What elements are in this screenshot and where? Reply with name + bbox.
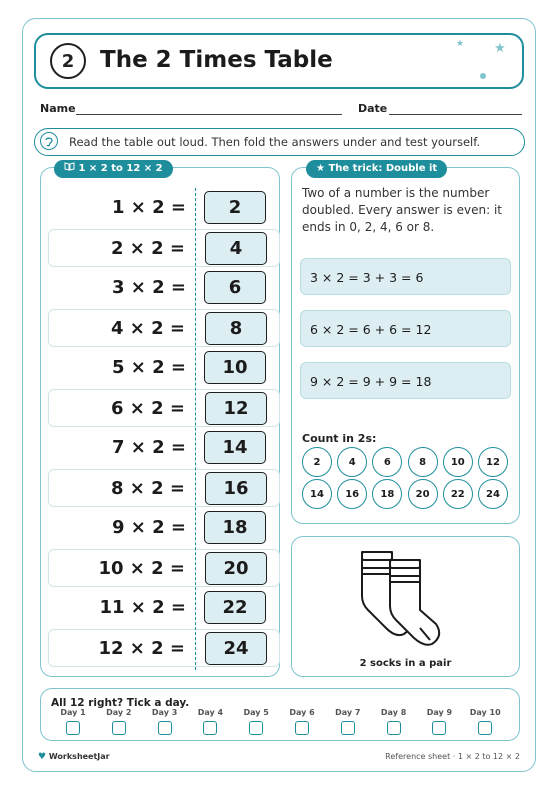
day-checkbox[interactable] xyxy=(236,708,276,735)
instruction-text: Read the table out loud. Then fold the answers under and test yourself. xyxy=(69,135,481,149)
checkbox[interactable] xyxy=(66,721,80,735)
table-row xyxy=(48,589,280,627)
day-checkbox[interactable] xyxy=(145,708,185,735)
answer-box: 12 xyxy=(205,392,267,425)
count-in-twos-title: Count in 2s: xyxy=(302,432,377,445)
table-row xyxy=(48,349,280,387)
equation: 5 × 2 = xyxy=(111,357,186,378)
table-row xyxy=(48,189,280,227)
date-label: Date xyxy=(358,102,388,115)
answer-box: 16 xyxy=(205,472,267,505)
day-label: Day 5 xyxy=(243,708,269,717)
checkbox[interactable] xyxy=(478,721,492,735)
equation: 2 × 2 = xyxy=(110,238,185,259)
table-row xyxy=(48,389,280,427)
table-row xyxy=(48,509,280,547)
name-line[interactable] xyxy=(76,114,342,115)
table-panel-tag xyxy=(54,160,173,178)
day-checkbox[interactable] xyxy=(99,708,139,735)
equation: 4 × 2 = xyxy=(110,318,185,339)
tracker-title: All 12 right? Tick a day. xyxy=(51,697,190,709)
equation: 6 × 2 = xyxy=(110,398,185,419)
count-circle: 18 xyxy=(372,479,402,509)
table-panel-tag-label: 1 × 2 to 12 × 2 xyxy=(78,163,163,174)
star-icon: ★ xyxy=(494,41,506,56)
footer-brand xyxy=(38,752,110,762)
socks-caption: 2 socks in a pair xyxy=(359,658,452,669)
equation: 7 × 2 = xyxy=(111,437,186,458)
answer-box: 24 xyxy=(205,632,267,665)
day-checkbox[interactable] xyxy=(419,708,459,735)
checkbox[interactable] xyxy=(158,721,172,735)
table-row xyxy=(48,309,280,347)
equation: 12 × 2 = xyxy=(98,638,185,659)
instruction-bar xyxy=(34,128,525,156)
table-row xyxy=(48,629,280,667)
fold-line xyxy=(195,188,196,670)
equation: 8 × 2 = xyxy=(110,478,185,499)
day-checkbox[interactable] xyxy=(190,708,230,735)
star-icon: ★ xyxy=(316,163,325,174)
trick-panel-tag-label: The trick: Double it xyxy=(328,163,438,174)
checkbox[interactable] xyxy=(432,721,446,735)
table-row xyxy=(48,469,280,507)
day-checkbox[interactable] xyxy=(465,708,505,735)
table-row xyxy=(48,229,280,267)
day-label: Day 7 xyxy=(335,708,361,717)
trick-example: 9 × 2 = 9 + 9 = 18 xyxy=(300,362,511,399)
equation: 11 × 2 = xyxy=(99,597,186,618)
checkbox[interactable] xyxy=(295,721,309,735)
checkbox[interactable] xyxy=(203,721,217,735)
book-icon xyxy=(64,163,78,174)
day-label: Day 2 xyxy=(106,708,132,717)
page-title: The 2 Times Table xyxy=(100,47,333,73)
count-circle: 12 xyxy=(478,447,508,477)
day-checkbox[interactable] xyxy=(53,708,93,735)
count-circle: 14 xyxy=(302,479,332,509)
footer-reference: Reference sheet · 1 × 2 to 12 × 2 xyxy=(385,752,520,761)
count-circle: 2 xyxy=(302,447,332,477)
checkbox[interactable] xyxy=(341,721,355,735)
answer-box: 14 xyxy=(204,431,266,464)
table-row xyxy=(48,429,280,467)
answer-box: 6 xyxy=(204,271,266,304)
date-line[interactable] xyxy=(389,114,522,115)
equation: 1 × 2 = xyxy=(111,197,186,218)
count-circle: 8 xyxy=(408,447,438,477)
trick-explanation: Two of a number is the number doubled. Every answer is even: it ends in 0, 2, 4, 6 or 8. xyxy=(302,186,502,234)
day-label: Day 9 xyxy=(426,708,453,717)
table-row xyxy=(48,549,280,587)
trick-panel-tag xyxy=(306,160,447,178)
trick-example: 6 × 2 = 6 + 6 = 12 xyxy=(300,310,511,347)
trick-example: 3 × 2 = 3 + 3 = 6 xyxy=(300,258,511,295)
star-icon: ★ xyxy=(456,39,465,49)
count-circle: 22 xyxy=(443,479,473,509)
name-label: Name xyxy=(40,102,76,115)
checkbox[interactable] xyxy=(249,721,263,735)
answer-box: 8 xyxy=(205,312,267,345)
day-label: Day 10 xyxy=(469,708,501,717)
count-circle: 10 xyxy=(443,447,473,477)
title-banner xyxy=(34,33,524,89)
answer-box: 22 xyxy=(204,591,266,624)
equation: 9 × 2 = xyxy=(111,517,186,538)
count-circle: 24 xyxy=(478,479,508,509)
day-checkbox[interactable] xyxy=(328,708,368,735)
day-label: Day 6 xyxy=(289,708,315,717)
table-number-badge: 2 xyxy=(50,43,86,79)
table-row xyxy=(48,269,280,307)
answer-box: 18 xyxy=(204,511,266,544)
answer-box: 20 xyxy=(205,552,267,585)
day-checkbox[interactable] xyxy=(282,708,322,735)
answer-box: 2 xyxy=(204,191,266,224)
heart-icon: ♥ xyxy=(38,752,47,762)
answer-box: 10 xyxy=(204,351,266,384)
count-circle: 6 xyxy=(372,447,402,477)
checkbox[interactable] xyxy=(387,721,401,735)
equation: 3 × 2 = xyxy=(111,277,186,298)
answer-box: 4 xyxy=(205,232,267,265)
day-label: Day 4 xyxy=(197,708,224,717)
day-label: Day 1 xyxy=(60,708,86,717)
day-checkbox[interactable] xyxy=(374,708,414,735)
ear-icon xyxy=(40,132,58,150)
count-circle: 16 xyxy=(337,479,367,509)
count-circle: 4 xyxy=(337,447,367,477)
dot-decoration xyxy=(480,73,486,79)
equation: 10 × 2 = xyxy=(98,558,185,579)
day-label: Day 3 xyxy=(151,708,178,717)
brand-name: WorksheetJar xyxy=(48,752,110,761)
socks-icon xyxy=(356,548,456,648)
checkbox[interactable] xyxy=(112,721,126,735)
count-circle: 20 xyxy=(408,479,438,509)
day-label: Day 8 xyxy=(380,708,407,717)
